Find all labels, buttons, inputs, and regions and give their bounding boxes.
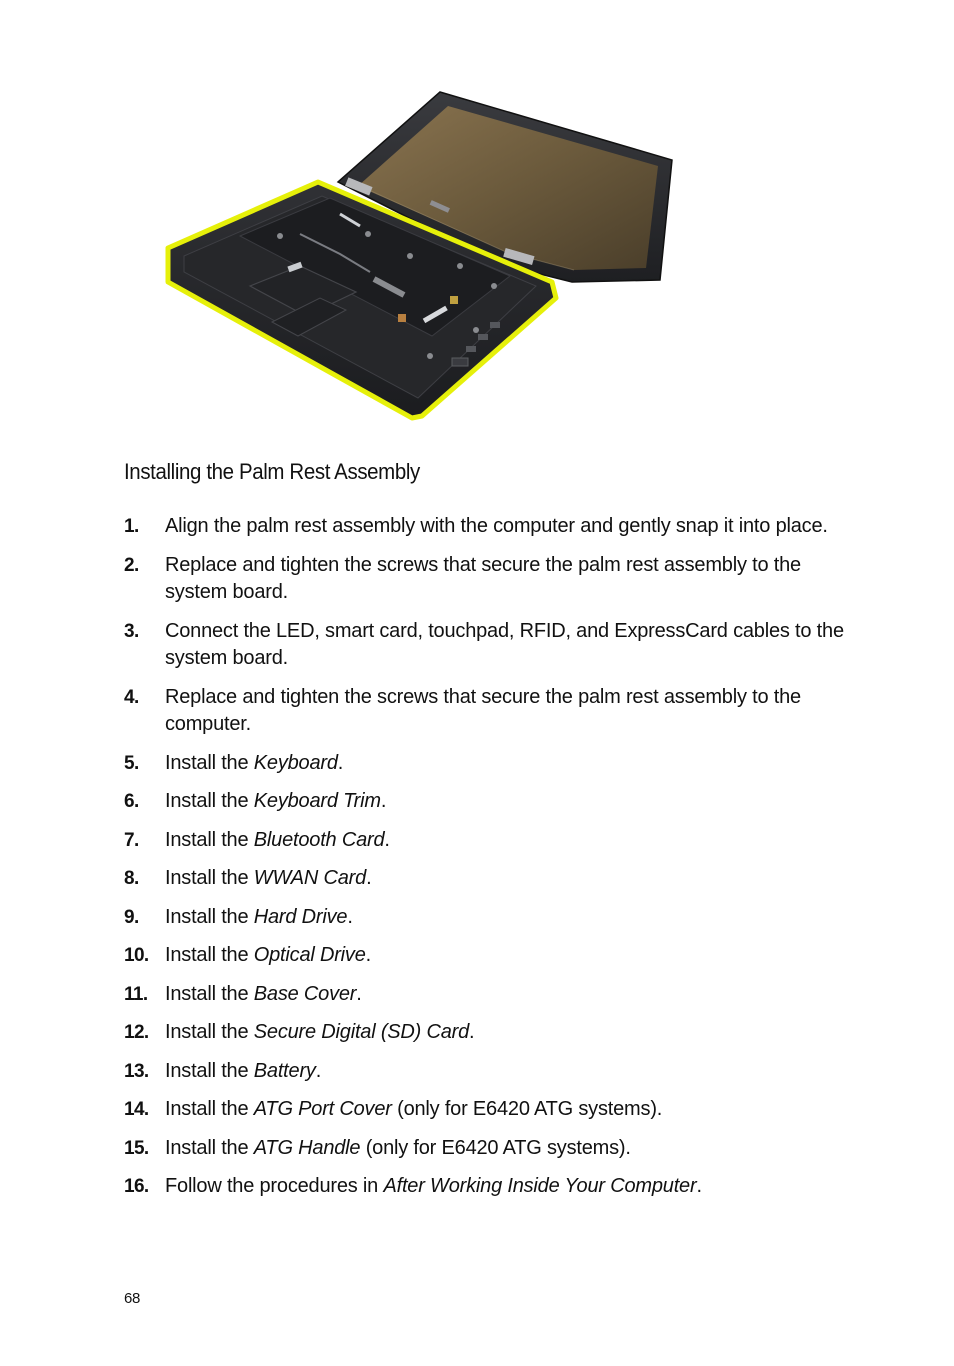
step-number: 6. bbox=[124, 791, 139, 812]
step-text bbox=[165, 750, 844, 778]
step-text bbox=[165, 981, 844, 1009]
step-text-lead: Install the bbox=[165, 1021, 254, 1043]
procedure-step bbox=[124, 942, 844, 970]
step-number: 1. bbox=[124, 516, 139, 537]
procedure-step bbox=[124, 684, 844, 739]
laptop-palm-rest-figure bbox=[160, 86, 680, 422]
step-text-lead: Install the bbox=[165, 1059, 254, 1082]
step-text-tail: . bbox=[384, 828, 390, 851]
step-text-lead: Install the bbox=[165, 867, 254, 889]
step-text-lead: Install the bbox=[165, 1098, 254, 1120]
procedure-step bbox=[124, 513, 844, 541]
step-text-lead: Follow the procedures in bbox=[165, 1175, 384, 1197]
step-text bbox=[165, 1135, 844, 1163]
step-number: 12. bbox=[124, 1022, 149, 1043]
step-text bbox=[165, 942, 844, 970]
step-text-lead: Install the bbox=[165, 944, 254, 966]
step-text: Connect the LED, smart card, touchpad, RFID, and ExpressCard cables to the system board. bbox=[165, 619, 844, 669]
cross-reference-link[interactable]: Battery bbox=[253, 1059, 316, 1082]
step-text-tail: (only for E6420 ATG systems). bbox=[360, 1136, 631, 1159]
procedure-step bbox=[124, 1096, 844, 1124]
step-text-tail: . bbox=[696, 1175, 702, 1197]
cross-reference-link[interactable]: After Working Inside Your Computer bbox=[383, 1175, 697, 1197]
step-number: 15. bbox=[124, 1137, 149, 1159]
step-number: 2. bbox=[124, 554, 139, 576]
procedure-step bbox=[124, 981, 844, 1009]
step-number: 7. bbox=[124, 829, 139, 851]
procedure-step bbox=[124, 865, 844, 893]
page-number: 68 bbox=[124, 1290, 141, 1307]
step-text bbox=[165, 1019, 844, 1047]
procedure-step bbox=[124, 1173, 844, 1201]
step-text-lead: Install the bbox=[165, 982, 254, 1005]
step-number: 5. bbox=[124, 752, 139, 774]
step-number: 8. bbox=[124, 868, 139, 889]
step-text-lead: Install the bbox=[165, 1136, 254, 1159]
cross-reference-link[interactable]: Bluetooth Card bbox=[253, 828, 385, 851]
procedure-step bbox=[124, 788, 844, 816]
step-text bbox=[165, 1058, 844, 1086]
step-text-lead: Install the bbox=[165, 828, 254, 851]
cross-reference-link[interactable]: Secure Digital (SD) Card bbox=[253, 1021, 470, 1043]
section-heading: Installing the Palm Rest Assembly bbox=[124, 459, 420, 484]
step-number: 13. bbox=[124, 1060, 149, 1082]
step-text bbox=[165, 1173, 844, 1201]
procedure-step bbox=[124, 552, 844, 607]
step-text: Replace and tighten the screws that secure the palm rest assembly to the system board. bbox=[165, 553, 801, 603]
step-text bbox=[165, 1096, 844, 1124]
step-text: Align the palm rest assembly with the computer and gently snap it into place. bbox=[165, 515, 828, 537]
step-text-lead: Install the bbox=[165, 751, 254, 774]
procedure-steps bbox=[124, 513, 844, 1212]
step-text bbox=[165, 827, 844, 855]
step-text: Replace and tighten the screws that secure the palm rest assembly to the computer. bbox=[165, 685, 801, 735]
cross-reference-link[interactable]: Base Cover bbox=[253, 982, 357, 1005]
step-text-tail: (only for E6420 ATG systems). bbox=[391, 1098, 663, 1120]
step-text-lead: Install the bbox=[165, 790, 254, 812]
step-text-tail: . bbox=[347, 905, 353, 928]
cross-reference-link[interactable]: ATG Handle bbox=[253, 1136, 361, 1159]
cross-reference-link[interactable]: WWAN Card bbox=[253, 867, 367, 889]
step-text bbox=[165, 788, 844, 816]
step-text bbox=[165, 904, 844, 932]
step-text-tail: . bbox=[469, 1021, 475, 1043]
step-number: 3. bbox=[124, 620, 139, 642]
procedure-step bbox=[124, 827, 844, 855]
cross-reference-link[interactable]: ATG Port Cover bbox=[253, 1098, 392, 1120]
step-text-tail: . bbox=[366, 867, 372, 889]
procedure-step bbox=[124, 1135, 844, 1163]
cross-reference-link[interactable]: Keyboard Trim bbox=[253, 790, 381, 812]
step-text-tail: . bbox=[380, 790, 387, 812]
cross-reference-link[interactable]: Keyboard bbox=[253, 751, 338, 774]
step-text-tail: . bbox=[337, 751, 344, 774]
step-number: 16. bbox=[124, 1176, 149, 1197]
step-number: 4. bbox=[124, 686, 139, 708]
step-text-lead: Install the bbox=[165, 905, 254, 928]
step-number: 14. bbox=[124, 1099, 149, 1120]
laptop-illustration bbox=[160, 86, 680, 422]
step-text-tail: . bbox=[315, 1059, 322, 1082]
cross-reference-link[interactable]: Optical Drive bbox=[253, 944, 366, 966]
procedure-step bbox=[124, 750, 844, 778]
procedure-step bbox=[124, 904, 844, 932]
step-number: 11. bbox=[124, 983, 148, 1005]
step-number: 9. bbox=[124, 906, 139, 928]
procedure-step bbox=[124, 1058, 844, 1086]
step-text-tail: . bbox=[365, 944, 371, 966]
procedure-step bbox=[124, 1019, 844, 1047]
procedure-step bbox=[124, 618, 844, 673]
cross-reference-link[interactable]: Hard Drive bbox=[253, 905, 348, 928]
step-text-tail: . bbox=[356, 982, 362, 1005]
step-number: 10. bbox=[124, 945, 149, 966]
step-text bbox=[165, 865, 844, 893]
